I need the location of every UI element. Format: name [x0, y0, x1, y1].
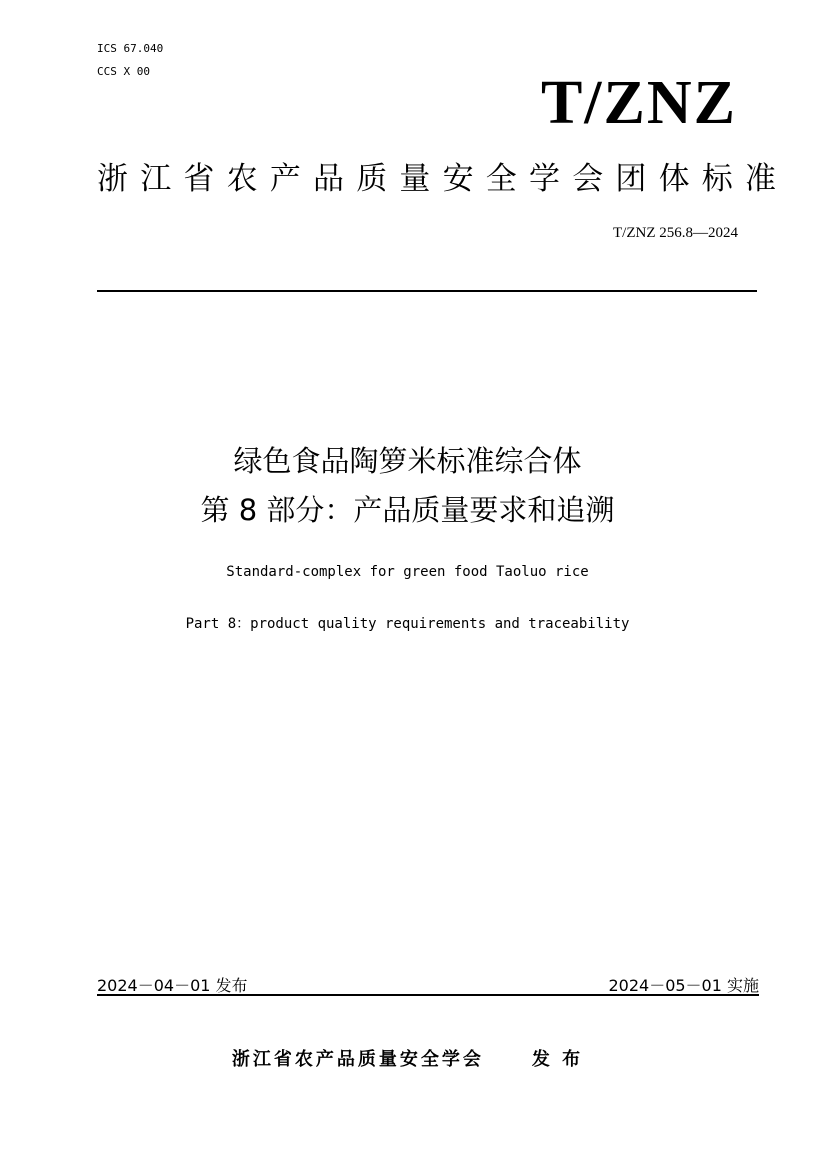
chinese-title-line-1: 绿色食品陶箩米标准综合体: [233, 444, 582, 478]
publication-date: 2024－04－01 发布: [97, 976, 248, 995]
ccs-code: CCS X 00: [97, 65, 150, 78]
implementation-date: 2024－05－01 实施: [608, 976, 759, 995]
publisher-line: [0, 1047, 815, 1073]
top-divider: [97, 290, 757, 292]
organization-standard-title: 浙江省农产品质量安全学会团体标准: [97, 161, 789, 197]
english-title-line-2: Part 8：product quality requirements and traceability: [185, 616, 630, 632]
standard-number: T/ZNZ 256.8—2024: [613, 225, 738, 241]
ics-code: ICS 67.040: [97, 42, 164, 55]
english-title-line-1: Standard-complex for green food Taoluo rice: [226, 564, 589, 580]
standard-logo: T/ZNZ: [540, 69, 737, 137]
chinese-title-line-2: 第 8 部分：产品质量要求和追溯: [200, 493, 615, 527]
publish-word: 发 布: [531, 1049, 584, 1070]
bottom-divider: [97, 994, 759, 996]
publisher-name: 浙江省农产品质量安全学会: [231, 1049, 484, 1070]
